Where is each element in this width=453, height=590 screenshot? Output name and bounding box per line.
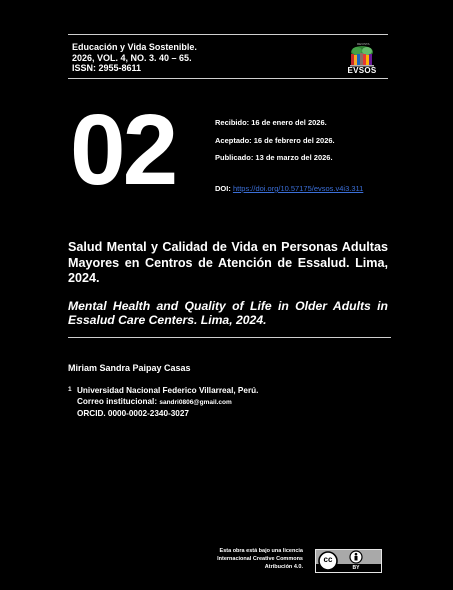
journal-issn: ISSN: 2955-8611 bbox=[72, 63, 142, 73]
affiliation-orcid[interactable]: ORCID. 0000-0002-2340-3027 bbox=[77, 409, 189, 418]
header-rule bbox=[68, 78, 388, 79]
received-date: Recibido: 16 de enero del 2026. bbox=[215, 118, 327, 127]
journal-info bbox=[72, 42, 197, 74]
email-address[interactable]: sandri0806@gmail.com bbox=[159, 399, 232, 406]
logo-wordmark: EVSOS bbox=[347, 66, 377, 75]
affiliation-marker: 1 bbox=[68, 386, 72, 393]
journal-logo bbox=[340, 42, 384, 78]
doi-label: DOI: bbox=[215, 184, 231, 193]
published-date: Publicado: 13 de marzo del 2026. bbox=[215, 153, 333, 162]
license-line-2: Internacional Creative Commons bbox=[217, 556, 303, 562]
journal-issue: 2026, VOL. 4, NO. 3. 40 – 65. bbox=[72, 52, 192, 63]
journal-name: Educación y Vida Sostenible. bbox=[72, 42, 197, 52]
license-line-3: Atribución 4.0. bbox=[264, 564, 303, 570]
logo-top-text: REVISTA bbox=[357, 42, 370, 46]
affiliation-email-line bbox=[77, 396, 258, 408]
author-name: Miriam Sandra Paipay Casas bbox=[68, 363, 191, 373]
affiliation-institution: Universidad Nacional Federico Villarreal, Perú. bbox=[77, 386, 259, 395]
by-label: BY bbox=[352, 565, 360, 571]
license-line-1: Esta obra está bajo una licencia bbox=[219, 548, 303, 554]
email-label: Correo institucional: bbox=[77, 397, 158, 406]
article-number: 02 bbox=[70, 94, 176, 206]
license-text bbox=[196, 547, 303, 571]
cc-label: cc bbox=[323, 555, 333, 564]
top-rule bbox=[68, 34, 388, 35]
accepted-date: Aceptado: 16 de febrero del 2026. bbox=[215, 135, 335, 145]
cc-by-badge[interactable] bbox=[315, 549, 382, 573]
title-spanish: Salud Mental y Calidad de Vida en Personas Adultas Mayores en Centros de Atención de Essalud. Lima, 2024. bbox=[68, 240, 388, 285]
title-english: Mental Health and Quality of Life in Older Adults in Essalud Care Centers. Lima, 2024. bbox=[68, 299, 388, 327]
doi-link[interactable]: https://doi.org/10.57175/evsos.v4i3.311 bbox=[232, 184, 364, 193]
doi bbox=[215, 184, 363, 193]
title-rule bbox=[68, 337, 391, 338]
article-dates bbox=[215, 118, 335, 171]
